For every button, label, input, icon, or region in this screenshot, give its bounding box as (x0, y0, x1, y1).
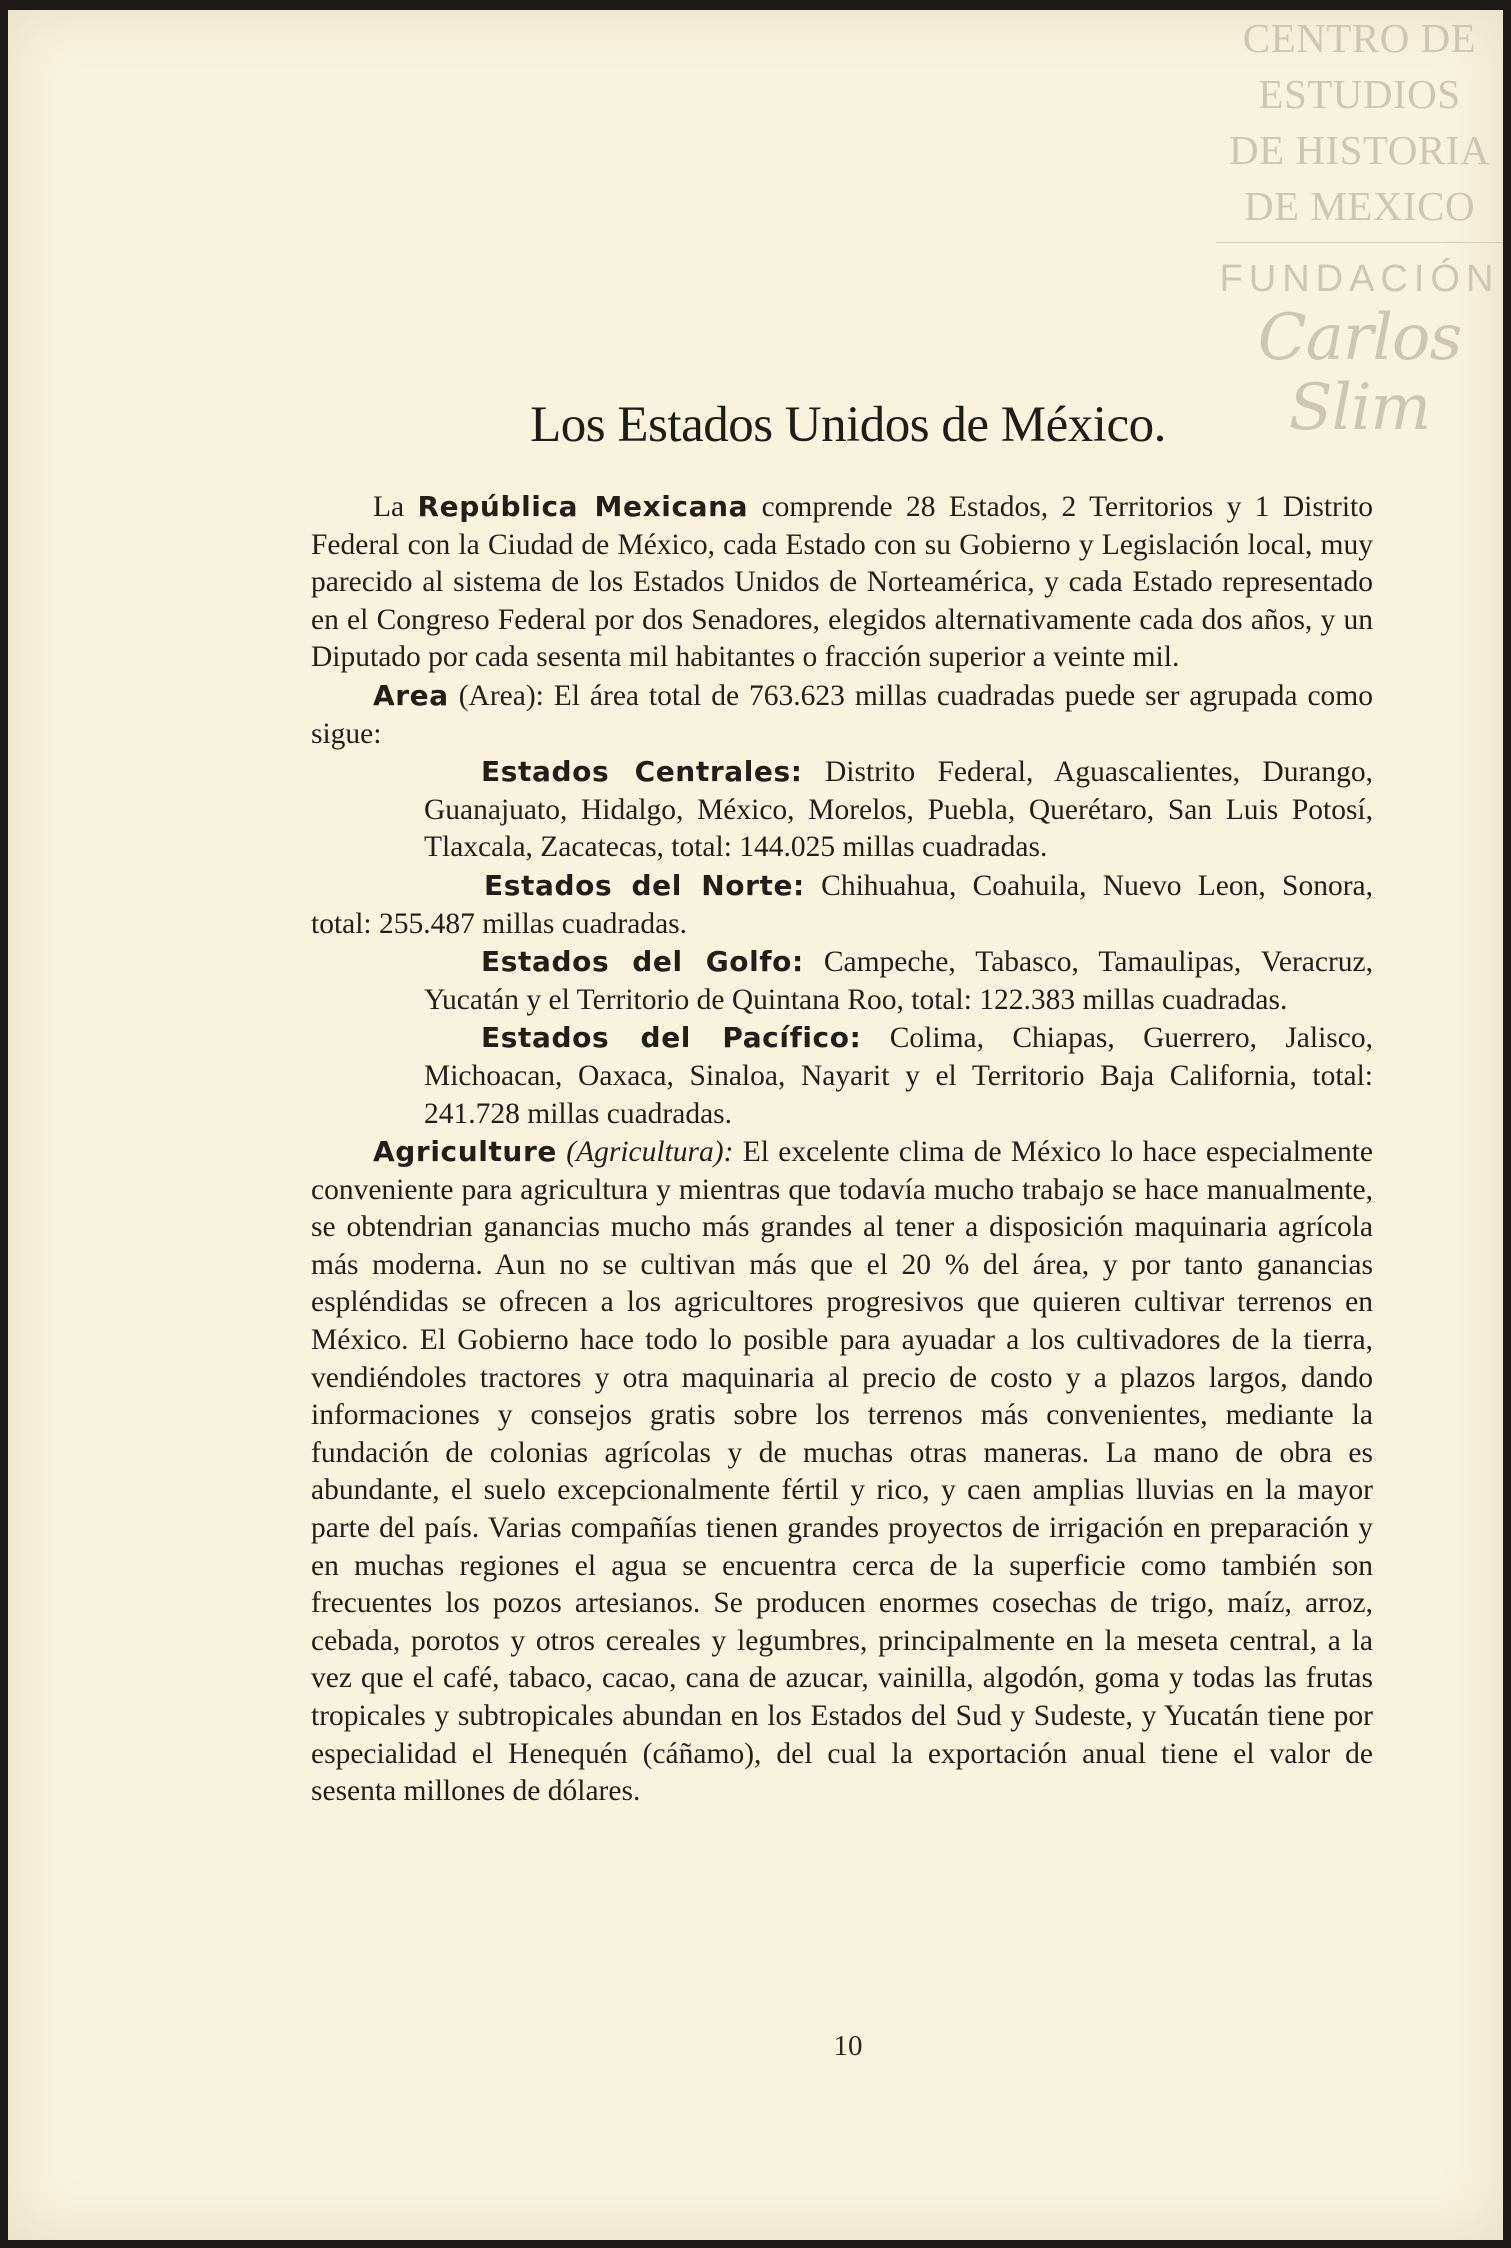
paragraph-pacifico (311, 1019, 1373, 1133)
centrales-text: Distrito Federal, Aguascalientes, Durango, Guanajuato, Hidalgo, México, Morelos, Puebla, Querétaro, San Luis Potosí, Tlaxcala, Zacatecas, total: 144.025 millas cuadradas. (424, 756, 1374, 864)
agriculture-translation: (Agricultura): (556, 1136, 734, 1169)
norte-text: Chihuahua, Coahuila, Nuevo Leon, Sonora, total: 255.487 millas cuadradas. (311, 869, 1373, 940)
term-norte: Estados del Norte: (484, 868, 805, 902)
pacifico-text: Colima, Chiapas, Guerrero, Jalisco, Michoacan, Oaxaca, Sinaloa, Nayarit y el Territorio Baja California, total: 241.728 millas cuadradas. (424, 1022, 1373, 1130)
agriculture-text: El excelente clima de México lo hace especialmente conveniente para agricultura y mientras que todavía mucho trabajo se hace manualmente, se obtendrian ganancias mucho más grandes al tener a disposición maquinaria agrícola más moderna. Aun no se cultivan más que el 20 % del área, y por tanto ganancias espléndidas se ofrecen a los agricultores progresivos que quieren cultivar terrenos en México. El Gobierno hace todo lo posible para ayuadar a los cultivadores de la tierra, vendiéndoles tractores y otra maquinaria al precio de costo y a plazos largos, dando informaciones y consejos gratis sobre los terrenos más convenientes, mediante la fundación de colonias agrícolas y de muchas otras maneras. La mano de obra es abundante, el suelo excepcionalmente fértil y rico, y caen amplias lluvias en la mayor parte del país. Varias compañías tienen grandes proyectos de irrigación en preparación y en muchas regiones el agua se encuentra cerca de la superficie como también son frecuentes los pozos artesianos. Se producen enormes cosechas de trigo, maíz, arroz, cebada, porotos y otros cereales y legumbres, principalmente en la meseta central, a la vez que el café, tabaco, cacao, cana de azucar, vainilla, algodón, goma y todas las frutas tropicales y subtropicales abundan en los Estados del Sud y Sudeste, y Yucatán tiene por especialidad el Henequén (cáñamo), del cual la exportación anual tiene el valor de sesenta millones de dólares. (311, 1136, 1374, 1808)
document-page (8, 10, 1503, 2240)
archive-watermark (1216, 10, 1503, 443)
term-republica: República Mexicana (417, 490, 749, 523)
paragraph-intro (311, 488, 1373, 677)
paragraph-centrales (311, 753, 1373, 867)
body-text (311, 488, 1373, 1811)
golfo-text: Campeche, Tabasco, Tamaulipas, Veracruz, Yucatán y el Territorio de Quintana Roo, total: 122.383 millas cuadradas. (424, 946, 1373, 1016)
paragraph-golfo (311, 943, 1373, 1019)
watermark-line: DE HISTORIA (1229, 127, 1490, 173)
term-golfo: Estados del Golfo: (481, 945, 804, 979)
watermark-line: DE MEXICO (1243, 183, 1476, 229)
page-title: Los Estados Unidos de México. (530, 397, 1166, 453)
watermark-divider (1216, 242, 1503, 243)
area-text: (Area): El área total de 763.623 millas cuadradas puede ser agrupada como sigue: (311, 679, 1373, 750)
intro-text: comprende 28 Estados, 2 Territorios y 1 Distrito Federal con la Ciudad de México, cada Estado con su Gobierno y Legislación local, muy parecido al sistema de los Estados Unidos de Norteamérica, y cada Estado representado en el Congreso Federal por dos Senadores, elegidos alternativamente cada dos años, y un Diputado por cada sesenta mil habitantes o fracción superior a veinte mil. (311, 491, 1373, 674)
watermark-signature: Carlos Slim (1257, 301, 1462, 445)
term-pacifico: Estados del Pacífico: (481, 1021, 862, 1055)
watermark-line: CENTRO DE (1242, 15, 1477, 61)
paragraph-area (311, 677, 1373, 753)
term-centrales: Estados Centrales: (481, 755, 803, 789)
term-agriculture: Agriculture (373, 1135, 557, 1169)
paragraph-norte (311, 867, 1373, 943)
term-area: Area (373, 678, 449, 712)
page-number: 10 (833, 2030, 863, 2062)
watermark-line: ESTUDIOS (1258, 71, 1461, 117)
watermark-foundation: FUNDACIÓN (1219, 258, 1500, 300)
paragraph-agriculture (311, 1133, 1373, 1811)
intro-lead: La (373, 491, 418, 523)
